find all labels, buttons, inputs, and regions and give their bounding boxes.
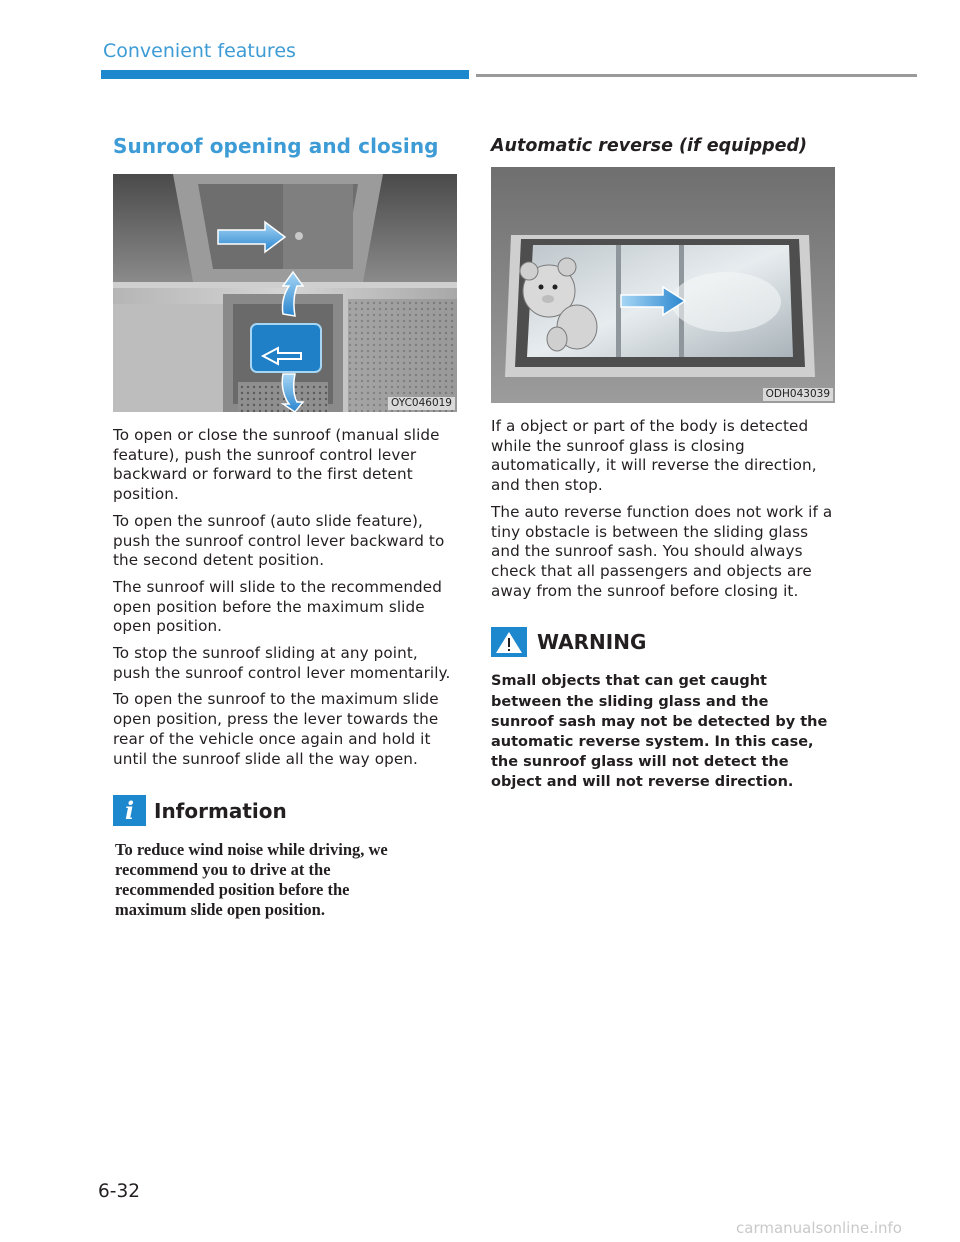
info-icon: i <box>113 795 146 826</box>
left-column <box>113 134 458 920</box>
paragraph-manual-slide: To open or close the sunroof (manual slide feature), push the sunroof control lever backward or forward to the first detent position. <box>113 426 440 504</box>
sunroof-control-lever-illustration <box>113 174 457 412</box>
header-rule-accent <box>101 70 469 79</box>
warning-text: Small objects that can get caught between the sliding glass and the sunroof sash may not be detected by the automatic reverse system. In this case, the sunroof glass will not detect the object and will not reverse direction. <box>491 673 828 791</box>
figure-sunroof-control <box>113 174 457 412</box>
warning-header <box>491 627 836 657</box>
information-title: Information <box>154 798 287 823</box>
figure-auto-reverse <box>491 167 835 403</box>
paragraph-reverse-detected: If a object or part of the body is detected while the sunroof glass is closing automatically, it will reverse the direction, and then stop. <box>491 417 817 495</box>
paragraph-max-open: To open the sunroof to the maximum slide open position, press the lever towards the rear of the vehicle once again and hold it until the sunroof slide all the way open. <box>113 690 439 768</box>
paragraph-reverse-limitations: The auto reverse function does not work if a tiny obstacle is between the sliding glass and the sunroof sash. You should always check that all passengers and objects are away from the sunroof before closing it. <box>491 502 833 600</box>
watermark: carmanualsonline.info <box>736 1219 902 1237</box>
figure-code: ODH043039 <box>763 388 833 401</box>
page-number: 6-32 <box>98 1181 140 1202</box>
header-rule <box>476 74 917 77</box>
information-text: To reduce wind noise while driving, we recommend you to drive at the recommended position before the maximum slide open position. <box>115 840 388 920</box>
paragraph-stop-sliding: To stop the sunroof sliding at any point, push the sunroof control lever momentarily. <box>113 644 451 682</box>
section-title: Convenient features <box>103 40 296 62</box>
heading-automatic-reverse: Automatic reverse (if equipped) <box>491 136 808 156</box>
warning-title: WARNING <box>537 630 647 655</box>
warning-triangle-icon <box>491 627 527 657</box>
right-column <box>491 134 836 793</box>
sunroof-auto-reverse-illustration <box>491 167 835 403</box>
paragraph-auto-slide: To open the sunroof (auto slide feature), push the sunroof control lever backward to the second detent position. <box>113 511 445 570</box>
paragraph-recommended-position: The sunroof will slide to the recommended open position before the maximum slide open position. <box>113 577 442 636</box>
information-header <box>113 795 458 826</box>
figure-code: OYC046019 <box>388 397 455 410</box>
heading-sunroof-opening: Sunroof opening and closing <box>113 134 439 158</box>
